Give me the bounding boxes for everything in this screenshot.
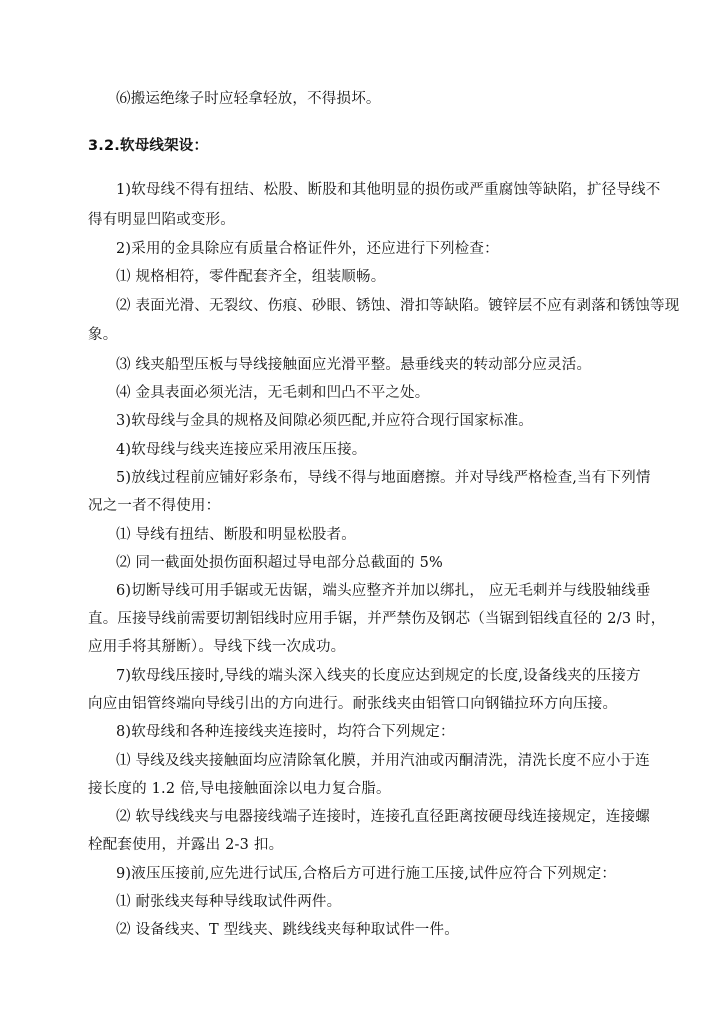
paragraph-line: ⑵ 表面光滑、无裂纹、伤痕、砂眼、锈蚀、滑扣等缺陷。镀锌层不应有剥落和锈蚀等现: [116, 298, 680, 314]
paragraph-line: ⑶ 线夹船型压板与导线接触面应光滑平整。悬垂线夹的转动部分应灵活。: [116, 357, 592, 373]
paragraph-line: ⑷ 金具表面必须光洁，无毛刺和凹凸不平之处。: [116, 385, 430, 401]
paragraph-line: 直。压接导线前需要切割铝线时应用手锯，并严禁伤及钢芯（当锯到铝线直径的 2/3 时，: [88, 611, 666, 627]
paragraph-line: 向应由铝管终端向导线引出的方向进行。耐张线夹由铝管口向钢锚拉环方向压接。: [88, 696, 618, 712]
paragraph-line: 2)采用的金具除应有质量合格证件外，还应进行下列检查：: [116, 241, 499, 257]
paragraph-line: 8)软母线和各种连接线夹连接时，均符合下列规定：: [116, 724, 455, 740]
paragraph-line: ⑵ 同一截面处损伤面积超过导电部分总截面的 5%: [116, 555, 444, 571]
paragraph-line: 栓配套使用，并露出 2-3 扣。: [88, 837, 284, 853]
paragraph-line: ⑴ 耐张线夹每种导线取试件两件。: [116, 894, 342, 910]
paragraph-line: ⑵ 软导线线夹与电器接线端子连接时，连接孔直径距离按硬母线连接规定，连接螺: [116, 809, 651, 825]
paragraph-line: ⑵ 设备线夹、T 型线夹、跳线线夹每种取试件一件。: [116, 922, 459, 938]
paragraph-line: 应用手将其掰断）。导线下线一次成功。: [88, 639, 346, 655]
paragraph-line: 1)软母线不得有扭结、松股、断股和其他明显的损伤或严重腐蚀等缺陷，扩径导线不: [116, 182, 661, 198]
paragraph-line: ⑴ 规格相符，零件配套齐全，组装顺畅。: [116, 269, 386, 285]
paragraph-line: 3)软母线与金具的规格及间隙必须匹配,并应符合现行国家标准。: [116, 413, 533, 429]
paragraph-line: 7)软母线压接时,导线的端头深入线夹的长度应达到规定的长度,设备线夹的压接方: [116, 668, 641, 684]
paragraph-line: ⑴ 导线有扭结、断股和明显松股者。: [116, 527, 357, 543]
paragraph-line: 6)切断导线可用手锯或无齿锯，端头应整齐并加以绑扎， 应无毛刺并与线股轴线垂: [116, 583, 651, 599]
paragraph-line: ⑴ 导线及线夹接触面均应清除氧化膜，并用汽油或丙酮清洗，清洗长度不应小于连: [116, 753, 651, 769]
paragraph-line: 接长度的 1.2 倍,导电接触面涂以电力复合脂。: [88, 781, 391, 797]
paragraph-line: 9)液压压接前,应先进行试压,合格后方可进行施工压接,试件应符合下列规定：: [116, 866, 617, 882]
paragraph-line: 得有明显凹陷或变形。: [88, 212, 235, 228]
paragraph-line: 况之一者不得使用：: [88, 498, 221, 514]
paragraph-line: 5)放线过程前应铺好彩条布，导线不得与地面磨擦。并对导线严格检查,当有下列情: [116, 470, 651, 486]
section-heading: 3.2.软母线架设：: [88, 138, 209, 154]
paragraph-line: 4)软母线与线夹连接应采用液压压接。: [116, 442, 367, 458]
paragraph-line: 象。: [88, 327, 118, 343]
paragraph-line: ⑹搬运绝缘子时应轻拿轻放，不得损坏。: [116, 91, 381, 107]
